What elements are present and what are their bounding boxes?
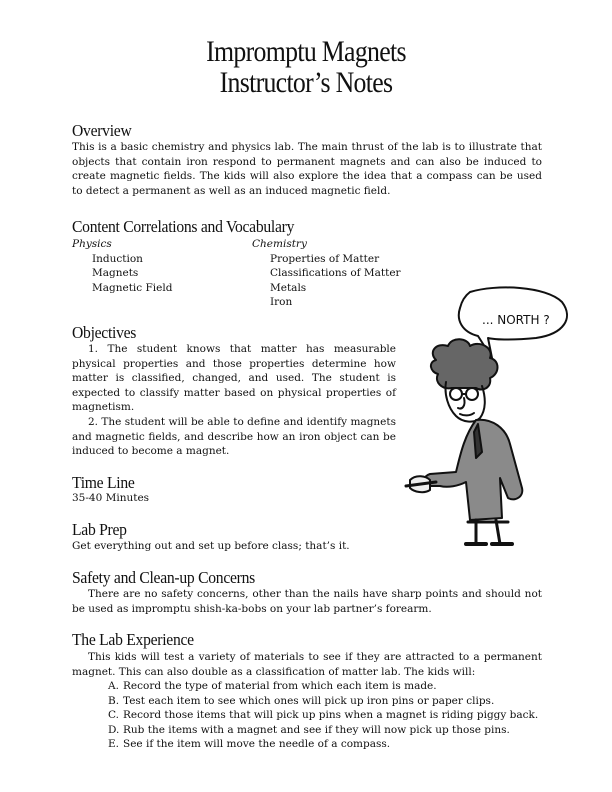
step-letter: E. xyxy=(108,738,120,751)
experience-steps xyxy=(108,679,548,752)
timeline-heading: Time Line xyxy=(72,473,135,492)
labprep-text: Get everything out and set up before class; that’s it. xyxy=(72,540,350,552)
step-text: Test each item to see which ones will pick up iron pins or paper clips. xyxy=(123,694,495,707)
glasses-right-lens xyxy=(466,388,478,400)
overview-heading: Overview xyxy=(72,121,132,140)
chemistry-label: Chemistry xyxy=(252,238,307,250)
physics-item: Induction xyxy=(92,253,143,265)
step-text: Rub the items with a magnet and see if they will now pick up those pins. xyxy=(123,723,510,736)
objective-1: 1. The student knows that matter has measurable physical properties and those properties determine how matter is classified, changed, and used. The student is expected to classify matter based on physical properties of magnetism. xyxy=(72,343,396,414)
objectives-heading: Objectives xyxy=(72,323,137,342)
step-text: Record the type of material from which each item is made. xyxy=(123,680,437,692)
title-line-1: Impromptu Magnets xyxy=(206,35,406,68)
step-item xyxy=(108,723,548,738)
step-letter: D. xyxy=(108,723,120,736)
experience-heading: The Lab Experience xyxy=(72,630,194,649)
step-letter: C. xyxy=(108,709,119,722)
chemistry-item: Metals xyxy=(270,282,307,294)
hair-shape xyxy=(431,339,498,389)
safety-text: There are no safety concerns, other than the nails have sharp points and should not be used as impromptu shish-ka-bobs on your lab partner’s forearm. xyxy=(72,588,542,615)
labprep-heading: Lab Prep xyxy=(72,520,127,539)
timeline-text: 35-40 Minutes xyxy=(72,492,150,504)
objective-2: 2. The student will be able to define and identify magnets and magnetic fields, and describe how an iron object can be induced to become a magnet. xyxy=(72,416,396,458)
step-item xyxy=(108,737,548,752)
step-text: Record those items that will pick up pins when a magnet is riding piggy back. xyxy=(123,709,539,722)
step-item xyxy=(108,708,548,723)
chemistry-item: Iron xyxy=(270,296,293,308)
step-item xyxy=(108,679,548,694)
stool xyxy=(468,520,508,544)
step-text: See if the item will move the needle of a compass. xyxy=(123,738,391,751)
overview-body: This is a basic chemistry and physics lab. The main thrust of the lab is to illustrate that objects that contain iron respond to permanent magnets and can also be induced to create magnetic fields. The kids will also explore the idea that a compass can be used to detect a permanent as well as an induced magnetic field. xyxy=(72,141,542,197)
physics-item: Magnets xyxy=(92,267,139,279)
physics-item: Magnetic Field xyxy=(92,282,173,294)
physics-label: Physics xyxy=(72,238,112,250)
experience-text: This kids will test a variety of materials to see if they are attracted to a permanent magnet. This can also double as a classification of matter lab. The kids will: xyxy=(72,651,542,678)
glasses-left-lens xyxy=(450,388,462,400)
step-letter: B. xyxy=(108,694,120,707)
chemistry-item: Classifications of Matter xyxy=(270,267,401,279)
scientist-cartoon-illustration xyxy=(396,282,586,552)
correlations-heading: Content Correlations and Vocabulary xyxy=(72,217,295,236)
overview-text xyxy=(72,140,542,198)
speech-bubble-text: ... NORTH ? xyxy=(482,313,550,327)
step-item xyxy=(108,694,548,709)
step-letter: A. xyxy=(108,680,119,692)
safety-heading: Safety and Clean-up Concerns xyxy=(72,568,255,587)
chemistry-item: Properties of Matter xyxy=(270,253,380,265)
title-line-2: Instructor’s Notes xyxy=(219,66,393,99)
